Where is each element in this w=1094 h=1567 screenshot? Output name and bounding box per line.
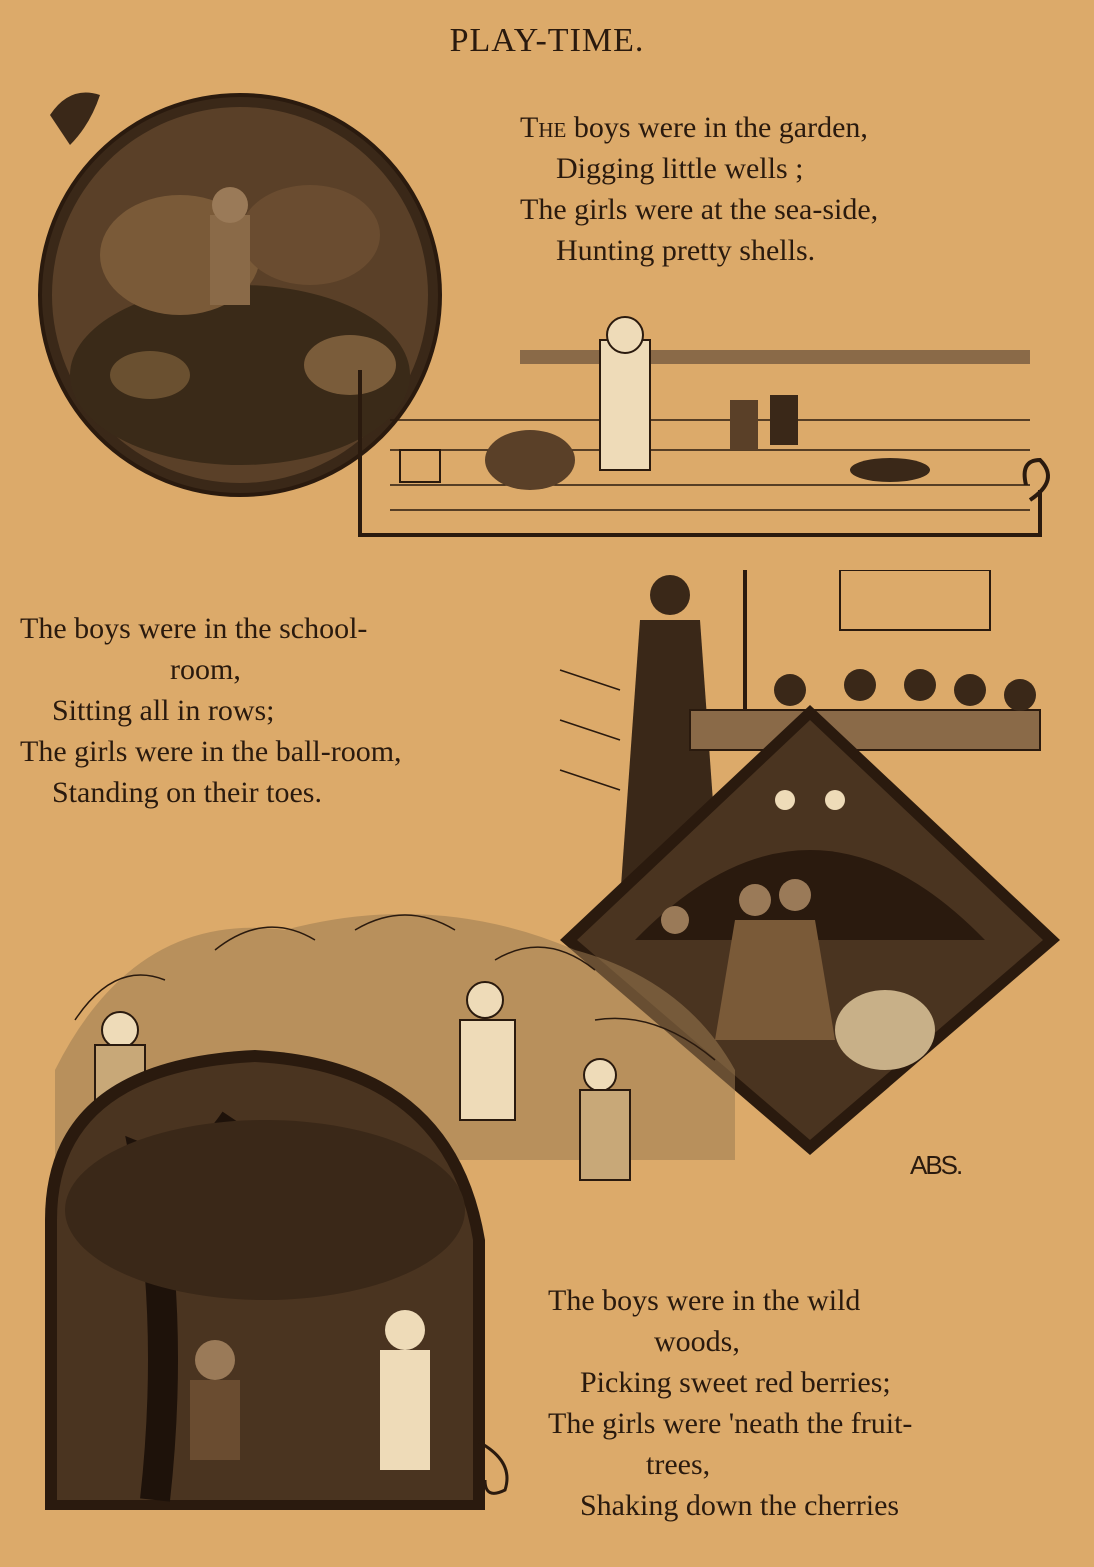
stanza-3-line-2: woods, bbox=[654, 1325, 740, 1358]
stanza-3 bbox=[548, 1280, 912, 1526]
stanza-3-line-5: trees, bbox=[646, 1448, 711, 1481]
artist-signature: ABS. bbox=[910, 1150, 962, 1180]
stanza-1-line-1-text: boys were in the garden, bbox=[573, 111, 868, 144]
stanza-1-lead-word: The bbox=[520, 111, 567, 144]
stanza-1 bbox=[520, 107, 878, 271]
stanza-2 bbox=[20, 608, 402, 813]
stanza-3-line-4: The girls were 'neath the fruit- bbox=[548, 1407, 913, 1440]
stanza-1-line-1 bbox=[520, 107, 878, 148]
stanza-3-line-6: Shaking down the cherries bbox=[580, 1489, 900, 1522]
page-title: PLAY-TIME. bbox=[449, 22, 645, 59]
stanza-2-line-4: The girls were in the ball-room, bbox=[20, 735, 402, 768]
stanza-3-line-3: Picking sweet red berries; bbox=[580, 1366, 891, 1399]
seaside-illustration bbox=[350, 310, 1070, 560]
stanza-2-line-3: Sitting all in rows; bbox=[52, 694, 275, 727]
orchard-illustration bbox=[35, 1040, 535, 1520]
stanza-1-line-2: Digging little wells ; bbox=[556, 152, 804, 185]
stanza-1-line-3: The girls were at the sea-side, bbox=[520, 193, 879, 226]
stanza-1-line-4: Hunting pretty shells. bbox=[556, 234, 816, 267]
stanza-2-line-1: The boys were in the school- bbox=[20, 612, 368, 645]
stanza-2-line-5: Standing on their toes. bbox=[52, 776, 322, 809]
stanza-2-line-2: room, bbox=[170, 653, 241, 686]
stanza-3-line-1: The boys were in the wild bbox=[548, 1284, 861, 1317]
